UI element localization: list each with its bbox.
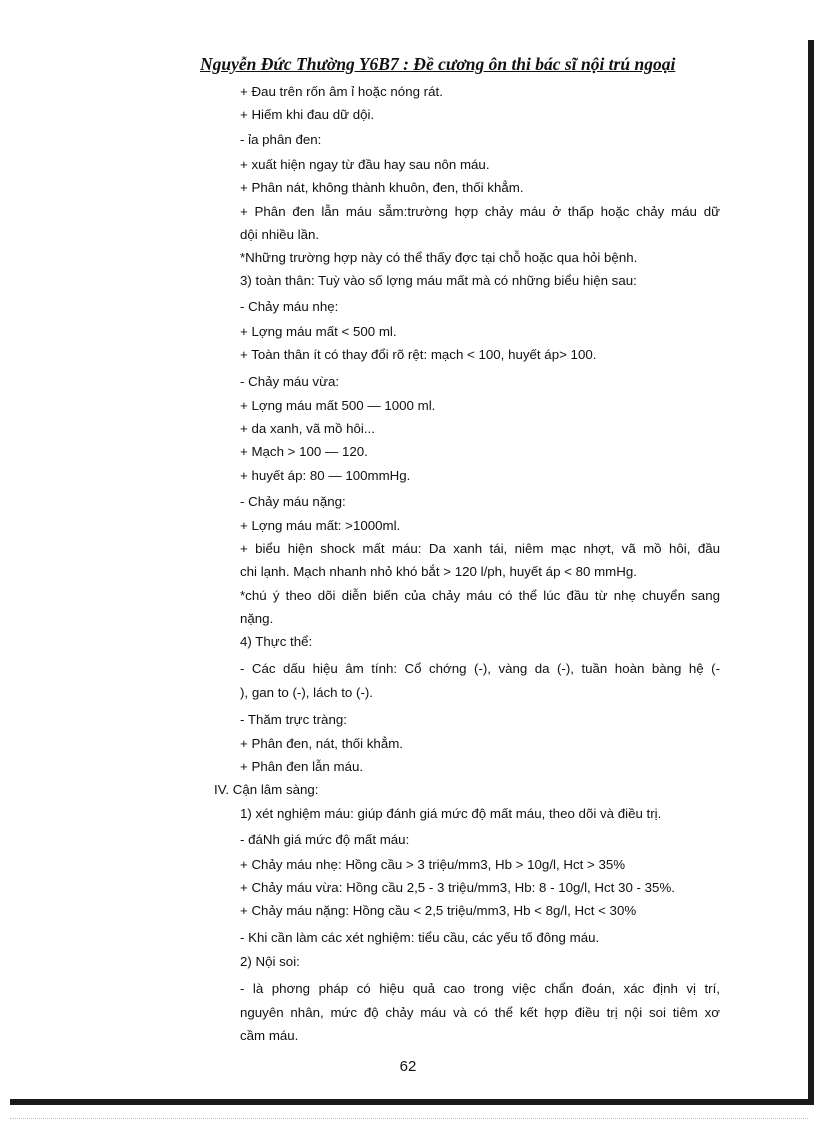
text-line: 4) Thực thể: [240, 634, 313, 649]
text-line: - Khi cần làm các xét nghiệm: tiểu cầu, các yếu tố đông máu. [240, 930, 600, 945]
text-line: cầm máu. [240, 1028, 299, 1043]
text-line: 3) toàn thân: Tuỳ vào số lợng máu mất mà có những biểu hiện sau: [240, 273, 637, 288]
text-line: - Các dấu hiệu âm tính: Cổ chớng (-), vàng da (-), tuần hoàn bàng hệ (- [240, 661, 720, 676]
text-line: + Phân nát, không thành khuôn, đen, thối khẳm. [240, 180, 524, 195]
text-line: - Chảy máu nặng: [240, 494, 346, 509]
text-line: + Toàn thân ít có thay đổi rõ rệt: mạch < 100, huyết áp> 100. [240, 347, 597, 362]
text-line: + Lợng máu mất < 500 ml. [240, 324, 397, 339]
text-line: - Chảy máu vừa: [240, 374, 340, 389]
text-line: nguyên nhân, mức độ chảy máu và có thể kết hợp điều trị nội soi tiêm xơ [240, 1005, 720, 1020]
text-line: - Chảy máu nhẹ: [240, 299, 339, 314]
text-line: - đáNh giá mức độ mất máu: [240, 832, 410, 847]
text-line: + Phân đen lẫn máu sẫm:trường hợp chảy máu ở thấp hoặc chảy máu dữ [240, 204, 720, 219]
text-line: + Lợng máu mất 500 — 1000 ml. [240, 398, 436, 413]
text-line: 1) xét nghiệm máu: giúp đánh giá mức độ mất máu, theo dõi và điều trị. [240, 806, 662, 821]
text-line: dội nhiều lần. [240, 227, 320, 242]
text-line: chi lạnh. Mạch nhanh nhỏ khó bắt > 120 l/ph, huyết áp < 80 mmHg. [240, 564, 637, 579]
section-heading: IV. Cận lâm sàng: [214, 782, 319, 797]
text-line: + biểu hiện shock mất máu: Da xanh tái, niêm mạc nhợt, vã mồ hôi, đầu [240, 541, 720, 556]
text-line: + xuất hiện ngay từ đầu hay sau nôn máu. [240, 157, 490, 172]
text-line: + Phân đen, nát, thối khẳm. [240, 736, 403, 751]
text-line: + Mạch > 100 — 120. [240, 444, 368, 459]
text-line: - là phơng pháp có hiệu quả cao trong việc chẩn đoán, xác định vị trí, [240, 981, 720, 996]
text-line: + Hiếm khi đau dữ dội. [240, 107, 375, 122]
bottom-divider [10, 1118, 808, 1119]
text-line: + Phân đen lẫn máu. [240, 759, 364, 774]
text-line: + Đau trên rốn âm ỉ hoặc nóng rát. [240, 84, 443, 99]
text-line: + da xanh, vã mồ hôi... [240, 421, 375, 436]
text-line: nặng. [240, 611, 274, 626]
text-line: + Chảy máu nhẹ: Hồng cầu > 3 triệu/mm3, Hb > 10g/l, Hct > 35% [240, 857, 626, 872]
page-number: 62 [399, 1058, 417, 1075]
text-line: + Chảy máu vừa: Hồng cầu 2,5 - 3 triệu/mm3, Hb: 8 - 10g/l, Hct 30 - 35%. [240, 880, 675, 895]
text-line: + Chảy máu nặng: Hồng cầu < 2,5 triệu/mm3, Hb < 8g/l, Hct < 30% [240, 903, 637, 918]
text-line: + huyết áp: 80 — 100mmHg. [240, 468, 411, 483]
text-line: - ỉa phân đen: [240, 132, 322, 147]
page-header: Nguyễn Đức Thường Y6B7 : Đề cương ôn thi bác sĩ nội trú ngoại [200, 54, 676, 74]
page-shadow-right [808, 40, 814, 1105]
text-line: *chú ý theo dõi diễn biến của chảy máu có thể lúc đầu từ nhẹ chuyển sang [240, 588, 720, 603]
text-line: *Những trường hợp này có thể thấy đợc tại chỗ hoặc qua hỏi bệnh. [240, 250, 638, 265]
page-shadow-bottom [10, 1099, 814, 1105]
text-line: - Thăm trực tràng: [240, 712, 347, 727]
text-line: + Lợng máu mất: >1000ml. [240, 518, 401, 533]
text-line: 2) Nội soi: [240, 954, 300, 969]
text-line: ), gan to (-), lách to (-). [240, 685, 374, 700]
